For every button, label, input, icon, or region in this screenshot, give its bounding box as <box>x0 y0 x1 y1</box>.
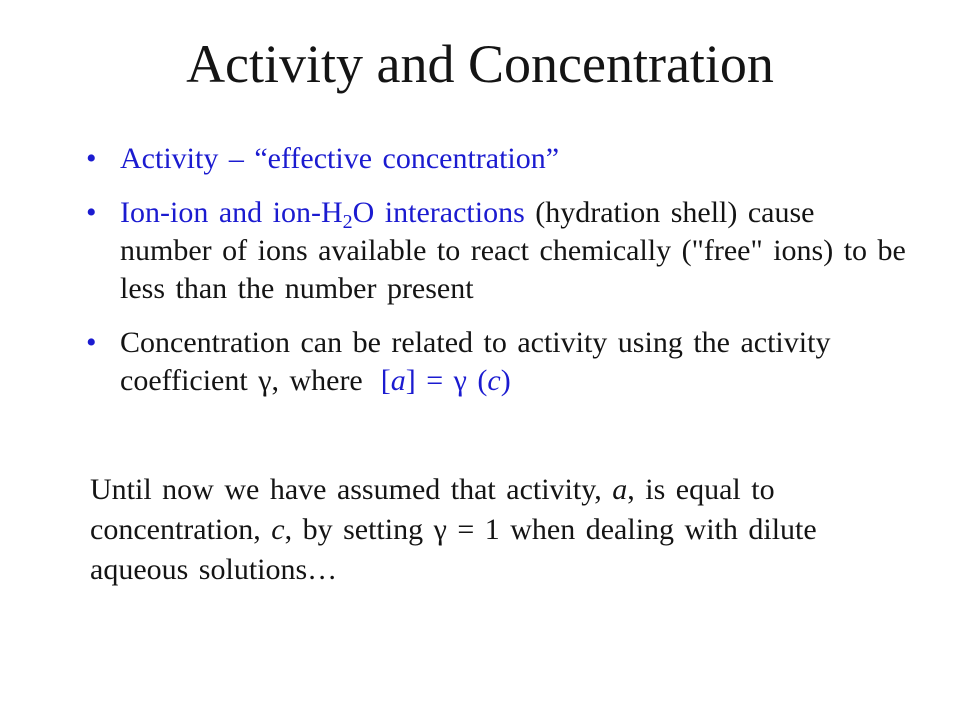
paragraph-var-c: c <box>271 513 285 546</box>
bullet-term-interactions-part2: O interactions <box>352 196 525 229</box>
paragraph-part1: Until now we have assumed that activity, <box>90 473 613 506</box>
equation-lbracket: [ <box>380 364 391 397</box>
paragraph-part2: , is equal to concentration, <box>90 473 775 546</box>
bullet-marker: • <box>86 142 97 175</box>
paragraph-part3: , by setting γ = 1 when dealing with dilute aqueous solutions… <box>90 513 817 586</box>
bullet-list <box>86 140 916 416</box>
bullet-interactions <box>86 194 916 308</box>
subscript-2: 2 <box>342 211 353 233</box>
bullet-concentration <box>86 324 916 400</box>
bullet-term-activity: Activity <box>120 142 219 175</box>
bullet-marker: • <box>86 326 97 359</box>
equation-var-c: c <box>487 364 501 397</box>
paragraph-var-a: a <box>612 473 628 506</box>
activity-equation <box>381 364 511 397</box>
summary-paragraph <box>90 470 920 590</box>
bullet-text-concentration: Concentration can be related to activity using the activity coefficient γ, where <box>120 326 831 397</box>
bullet-text-interactions: (hydration shell) cause number of ions available to react chemically ("free" ions) to be less than the number present <box>120 196 906 305</box>
bullet-term-interactions-part1: Ion-ion and ion-H <box>120 196 343 229</box>
equation-middle: ] = γ ( <box>405 364 488 397</box>
bullet-text-activity: – “effective concentration” <box>218 142 560 175</box>
equation-var-a: a <box>390 364 406 397</box>
slide-title: Activity and Concentration <box>186 34 774 94</box>
bullet-activity <box>86 140 916 178</box>
bullet-marker: • <box>86 196 97 229</box>
equation-rparen: ) <box>500 364 511 397</box>
